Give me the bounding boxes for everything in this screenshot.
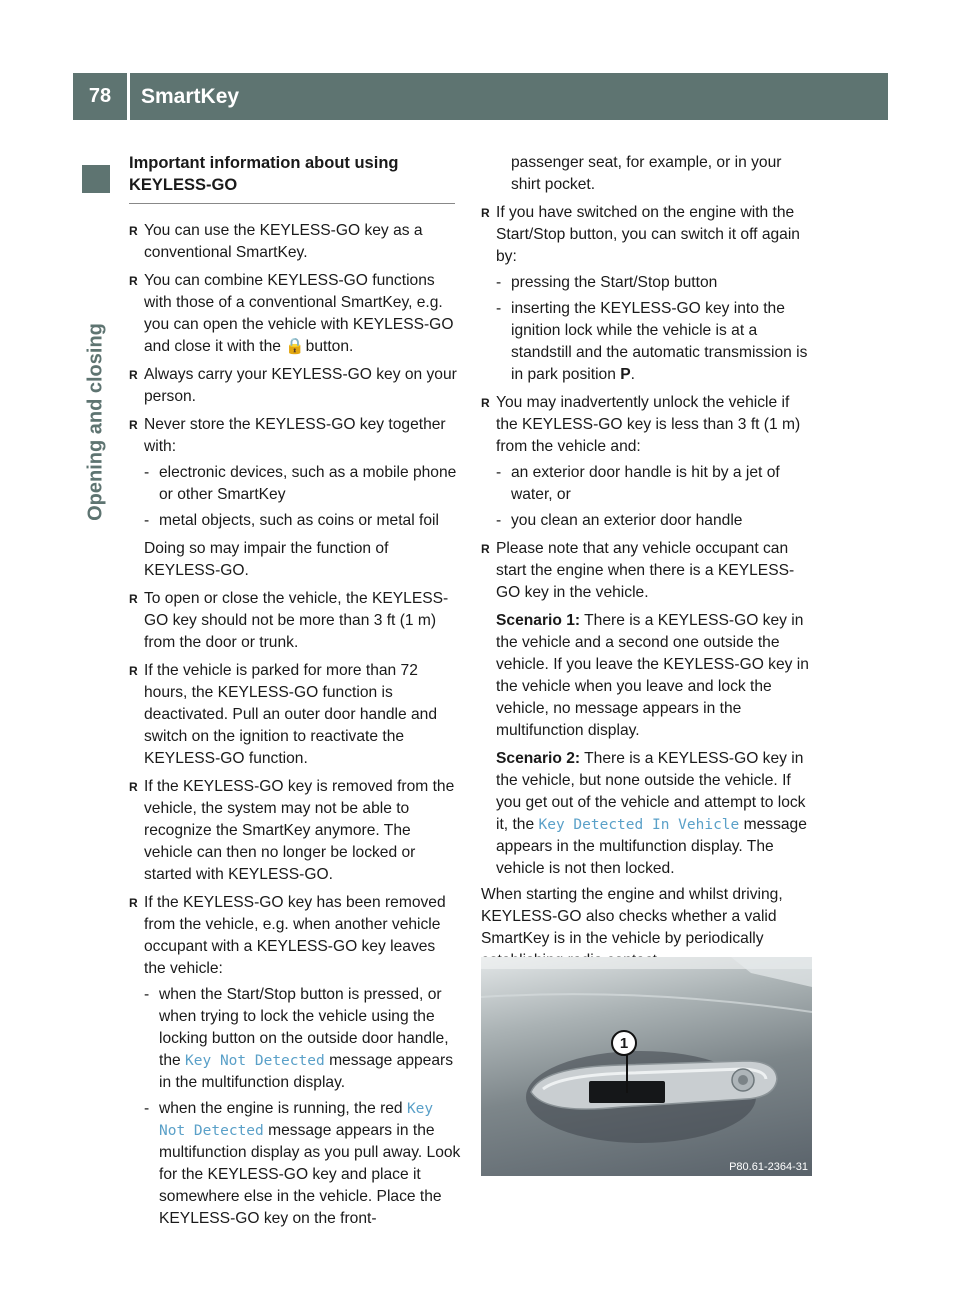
bullet-marker: R (481, 396, 490, 410)
scenario-1 (481, 610, 815, 742)
sub-list-item-text: metal objects, such as coins or metal foil (159, 512, 439, 529)
sub-list-item-text: message appears in the multifunction display. (159, 1052, 454, 1091)
sub-list-item (129, 510, 461, 532)
right-column (481, 152, 815, 972)
list-item-text: button. (305, 338, 354, 355)
dash-marker: - (496, 512, 502, 529)
list-item (129, 364, 461, 408)
scenario-label: Scenario 2: (496, 750, 581, 767)
display-message: Key Detected In Vehicle (538, 817, 740, 833)
sub-list-item: - inserting the KEYLESS-GO key into the ignition lock while the vehicle is at a standstill and the automatic transmission is in park position P. (496, 300, 808, 383)
bullet-marker: R (129, 274, 138, 288)
left-column (129, 152, 461, 1230)
list-item-text: You can combine KEYLESS-GO functions with those of a conventional SmartKey, e.g. you can open the vehicle with KEYLESS-GO and close it with the (144, 272, 454, 355)
sub-list-item-text: inserting the KEYLESS-GO key into the ignition lock while the vehicle is at a standstill and the automatic transmission is in park position (511, 300, 808, 383)
dash-marker: - (144, 464, 150, 481)
bullet-marker: R (129, 368, 138, 382)
list-item-text: Always carry your KEYLESS-GO key on your person. (144, 366, 457, 405)
list-item (129, 414, 461, 458)
list-item (481, 538, 815, 604)
list-item (129, 776, 461, 886)
scenario-label: Scenario 1: (496, 612, 581, 629)
sub-list-item-text: when the Start/Stop button is pressed, or when trying to lock the vehicle using the locking button on the outside door handle, the (159, 986, 449, 1069)
sub-list-item-text: message appears in the multifunction display as you pull away. Look for the KEYLESS-GO key and place it somewhere else in the vehicle. Place the KEYLESS-GO key on the front- (159, 1122, 461, 1227)
list-item (481, 392, 815, 458)
display-message: Key Not Detected (159, 1101, 434, 1139)
page-number: 78 (88, 85, 112, 107)
dash-marker: - (496, 464, 502, 481)
sub-list-item (481, 510, 815, 532)
sub-list-item-text: an exterior door handle is hit by a jet of water, or (511, 464, 780, 503)
list-item-text: If the vehicle is parked for more than 72 hours, the KEYLESS-GO function is deactivated. Pull an outer door handle and switch on the ignition to reactivate the KEYLESS-GO function. (144, 662, 438, 767)
dash-marker: - (496, 300, 502, 317)
side-tab-label: Opening and closing (84, 323, 107, 521)
bullet-marker: R (481, 542, 490, 556)
sub-list-item-text: pressing the Start/Stop button (511, 274, 718, 291)
sub-list-item-text: electronic devices, such as a mobile phone or other SmartKey (159, 464, 457, 503)
list-item (129, 270, 461, 358)
bullet-marker: R (481, 206, 490, 220)
continued-text (481, 152, 815, 196)
sub-list-item (129, 984, 461, 1094)
park-position: P (620, 366, 631, 383)
sub-list-item-text: when the engine is running, the red (159, 1100, 403, 1117)
dash-marker: - (144, 986, 150, 1003)
list-item (129, 660, 461, 770)
bullet-marker: R (129, 664, 138, 678)
sub-list-item (481, 272, 815, 294)
figure-code: P80.61-2364-31 (729, 1161, 808, 1173)
sub-list-item (129, 462, 461, 506)
list-item (129, 220, 461, 264)
scenario-text: message appears in the multifunction display. The vehicle is not then locked. (496, 816, 807, 877)
scenario-text: There is a KEYLESS-GO key in the vehicle, but none outside the vehicle. If you get out of the vehicle and attempt to lock it, the (496, 750, 806, 833)
list-item (481, 202, 815, 268)
door-handle-illustration (481, 957, 812, 1176)
sub-list-item-text: passenger seat, for example, or in your shirt pocket. (511, 154, 782, 193)
header-divider (127, 73, 130, 120)
bullet-marker: R (129, 224, 138, 238)
lock-icon: 🔒 (285, 338, 305, 355)
sub-list-item-text: you clean an exterior door handle (511, 512, 743, 529)
list-item-text: You can use the KEYLESS-GO key as a conventional SmartKey. (144, 222, 423, 261)
list-item-text: Never store the KEYLESS-GO key together with: (144, 416, 446, 455)
side-tab-marker (82, 165, 110, 193)
list-item-text: If the KEYLESS-GO key is removed from the vehicle, the system may not be able to recognize the SmartKey anymore. The vehicle can then no longer be locked or started with KEYLESS-GO. (144, 778, 455, 883)
page-title: SmartKey (141, 84, 240, 108)
list-item (129, 892, 461, 980)
door-handle-photo (481, 957, 812, 1176)
bullet-marker: R (129, 896, 138, 910)
dash-marker: - (144, 512, 150, 529)
side-tab (82, 212, 110, 632)
list-item (129, 588, 461, 654)
callout-number: 1 (611, 1030, 637, 1056)
paragraph: When starting the engine and whilst driving, KEYLESS-GO also checks whether a valid SmartKey is in the vehicle by periodically (481, 886, 783, 947)
list-item-text: If the KEYLESS-GO key has been removed from the vehicle, e.g. when another vehicle occupant with a KEYLESS-GO key leaves the vehicle: (144, 894, 446, 977)
paragraph: Doing so may impair the function of KEYLESS-GO. (144, 540, 389, 579)
list-item-text: If you have switched on the engine with the Start/Stop button, you can switch it off again by: (496, 204, 800, 265)
bullet-marker: R (129, 418, 138, 432)
bullet-marker: R (129, 780, 138, 794)
display-message: Key Not Detected (185, 1053, 325, 1069)
list-item-text: To open or close the vehicle, the KEYLESS-GO key should not be more than 3 ft (1 m) from the door or trunk. (144, 590, 449, 651)
section-heading: Important information about using KEYLESS-GO (129, 152, 455, 204)
sub-list-item (129, 1098, 461, 1230)
sub-list-item (481, 462, 815, 506)
scenario-text: There is a KEYLESS-GO key in the vehicle and a second one outside the vehicle. If you leave the KEYLESS-GO key in the vehicle when you leave and lock the vehicle, no message appears in the multifunction display. (496, 612, 809, 739)
scenario-2 (481, 748, 815, 880)
bullet-marker: R (129, 592, 138, 606)
dash-marker: - (496, 274, 502, 291)
list-item-text: Please note that any vehicle occupant can start the engine when there is a KEYLESS-GO key in the vehicle. (496, 540, 795, 601)
dash-marker: - (144, 1100, 150, 1117)
list-item-text: You may inadvertently unlock the vehicle if the KEYLESS-GO key is less than 3 ft (1 m) from the vehicle and: (496, 394, 801, 455)
